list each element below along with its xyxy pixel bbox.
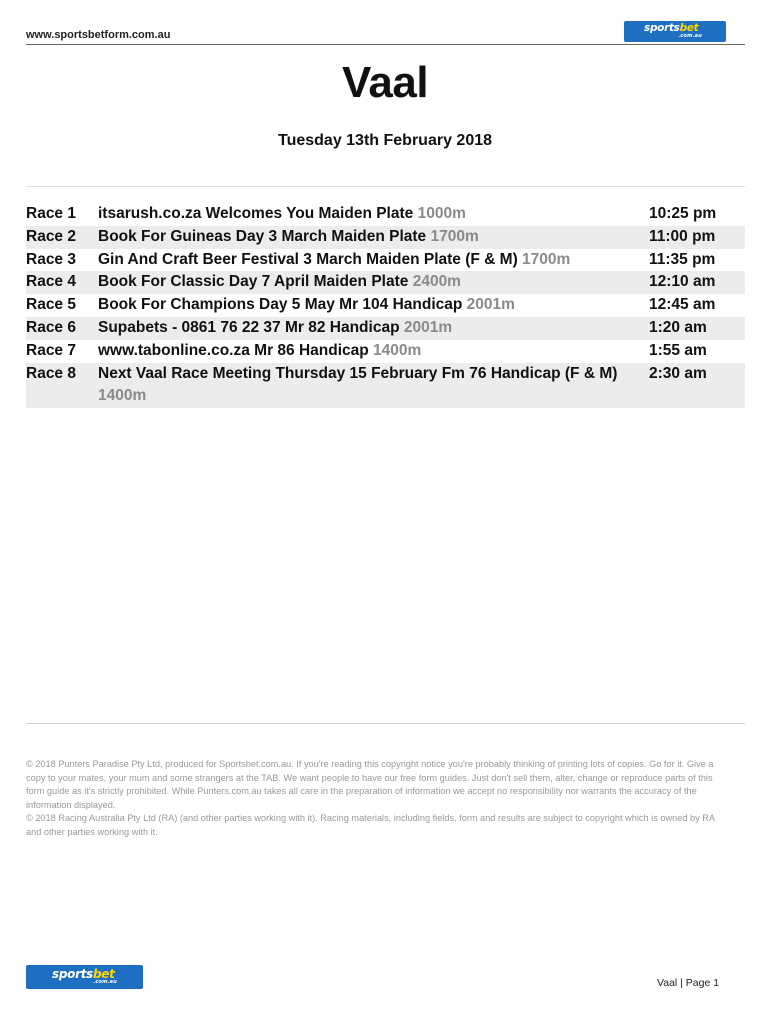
race-title: Supabets - 0861 76 22 37 Mr 82 Handicap bbox=[98, 318, 400, 336]
race-name bbox=[98, 340, 649, 363]
copyright-paragraph-racing-australia: © 2018 Racing Australia Pty Ltd (RA) (and other parties working with it). Racing materials, including fields, form and results are subject to copyright which is owned by RA and other parties working with it. bbox=[26, 813, 715, 837]
race-row bbox=[26, 294, 745, 317]
race-title: Book For Champions Day 5 May Mr 104 Handicap bbox=[98, 296, 463, 314]
race-time: 12:10 am bbox=[649, 273, 716, 291]
page-number: Vaal | Page 1 bbox=[657, 977, 720, 989]
race-row bbox=[26, 363, 745, 409]
race-time: 11:00 pm bbox=[649, 227, 716, 245]
race-time: 11:35 pm bbox=[649, 250, 716, 268]
race-time: 10:25 pm bbox=[649, 205, 717, 222]
race-name bbox=[98, 226, 649, 249]
race-row bbox=[26, 317, 745, 340]
race-row bbox=[26, 271, 745, 294]
race-name bbox=[98, 294, 649, 317]
race-title: Book For Classic Day 7 April Maiden Plate bbox=[98, 273, 409, 291]
race-title: Gin And Craft Beer Festival 3 March Maiden Plate (F & M) bbox=[98, 250, 518, 268]
section-divider bbox=[26, 186, 745, 187]
race-number: Race 8 bbox=[26, 364, 76, 382]
race-time: 1:55 am bbox=[649, 341, 707, 359]
race-number: Race 5 bbox=[26, 296, 76, 314]
race-distance: 1400m bbox=[373, 341, 422, 359]
logo-wordmark-accent: bet bbox=[679, 22, 699, 34]
copyright-paragraph-punters: © 2018 Punters Paradise Pty Ltd, produced for Sportsbet.com.au. If you're reading this copyright notice you're probably thinking of printing lots of copies. Go for it. Give a copy to your mates, your mum and some strangers at the TAB. We want people to have our free form guides. Just don't sell them, alter, change or reproduce parts of this form guide as it's strictly prohibited. While Punters.com.au takes all care in the preparation of information we accept no responsibility nor warrants the accuracy of the information displayed. bbox=[26, 759, 714, 810]
race-time: 1:20 am bbox=[649, 318, 707, 336]
header-divider bbox=[26, 44, 745, 45]
logo-wordmark-main: sports bbox=[52, 967, 93, 981]
race-time: 12:45 am bbox=[649, 296, 716, 314]
race-name bbox=[98, 203, 649, 226]
race-row bbox=[26, 203, 745, 226]
logo-wordmark-main: sports bbox=[644, 22, 680, 34]
race-title: Book For Guineas Day 3 March Maiden Plate bbox=[98, 227, 427, 245]
race-distance: 1700m bbox=[430, 227, 479, 245]
race-distance: 2400m bbox=[412, 273, 461, 291]
meeting-title: Vaal bbox=[341, 58, 429, 107]
race-number: Race 2 bbox=[26, 227, 76, 245]
race-name bbox=[98, 249, 649, 272]
race-title: www.tabonline.co.za Mr 86 Handicap bbox=[98, 341, 369, 359]
race-title: Next Vaal Race Meeting Thursday 15 February Fm 76 Handicap (F & M) bbox=[98, 364, 618, 382]
race-name bbox=[98, 271, 649, 294]
race-title: itsarush.co.za Welcomes You Maiden Plate bbox=[98, 205, 414, 222]
race-distance: 1400m bbox=[98, 387, 147, 405]
race-row bbox=[26, 249, 745, 272]
sportsbet-logo-bottom[interactable] bbox=[26, 965, 143, 989]
logo-domain: .com.au bbox=[93, 979, 117, 985]
footer-divider bbox=[26, 723, 745, 724]
logo-wordmark-accent: bet bbox=[92, 967, 115, 981]
race-distance: 1700m bbox=[522, 250, 571, 268]
race-list bbox=[26, 203, 745, 408]
race-distance: 1000m bbox=[417, 205, 466, 222]
race-number: Race 6 bbox=[26, 318, 76, 336]
logo-domain: .com.au bbox=[678, 33, 702, 39]
sportsbet-logo-top[interactable] bbox=[624, 21, 726, 42]
race-number: Race 4 bbox=[26, 273, 76, 291]
race-distance: 2001m bbox=[403, 318, 453, 336]
race-distance: 2001m bbox=[466, 296, 515, 314]
race-row bbox=[26, 340, 745, 363]
copyright-notice bbox=[26, 758, 728, 840]
meeting-date: Tuesday 13th February 2018 bbox=[277, 132, 493, 149]
race-name bbox=[98, 363, 649, 409]
site-url[interactable]: www.sportsbetform.com.au bbox=[26, 29, 171, 41]
race-number: Race 1 bbox=[26, 205, 76, 222]
race-number: Race 3 bbox=[26, 250, 76, 268]
race-time: 2:30 am bbox=[649, 364, 707, 382]
race-number: Race 7 bbox=[26, 341, 76, 359]
race-name bbox=[98, 317, 649, 340]
race-row bbox=[26, 226, 745, 249]
